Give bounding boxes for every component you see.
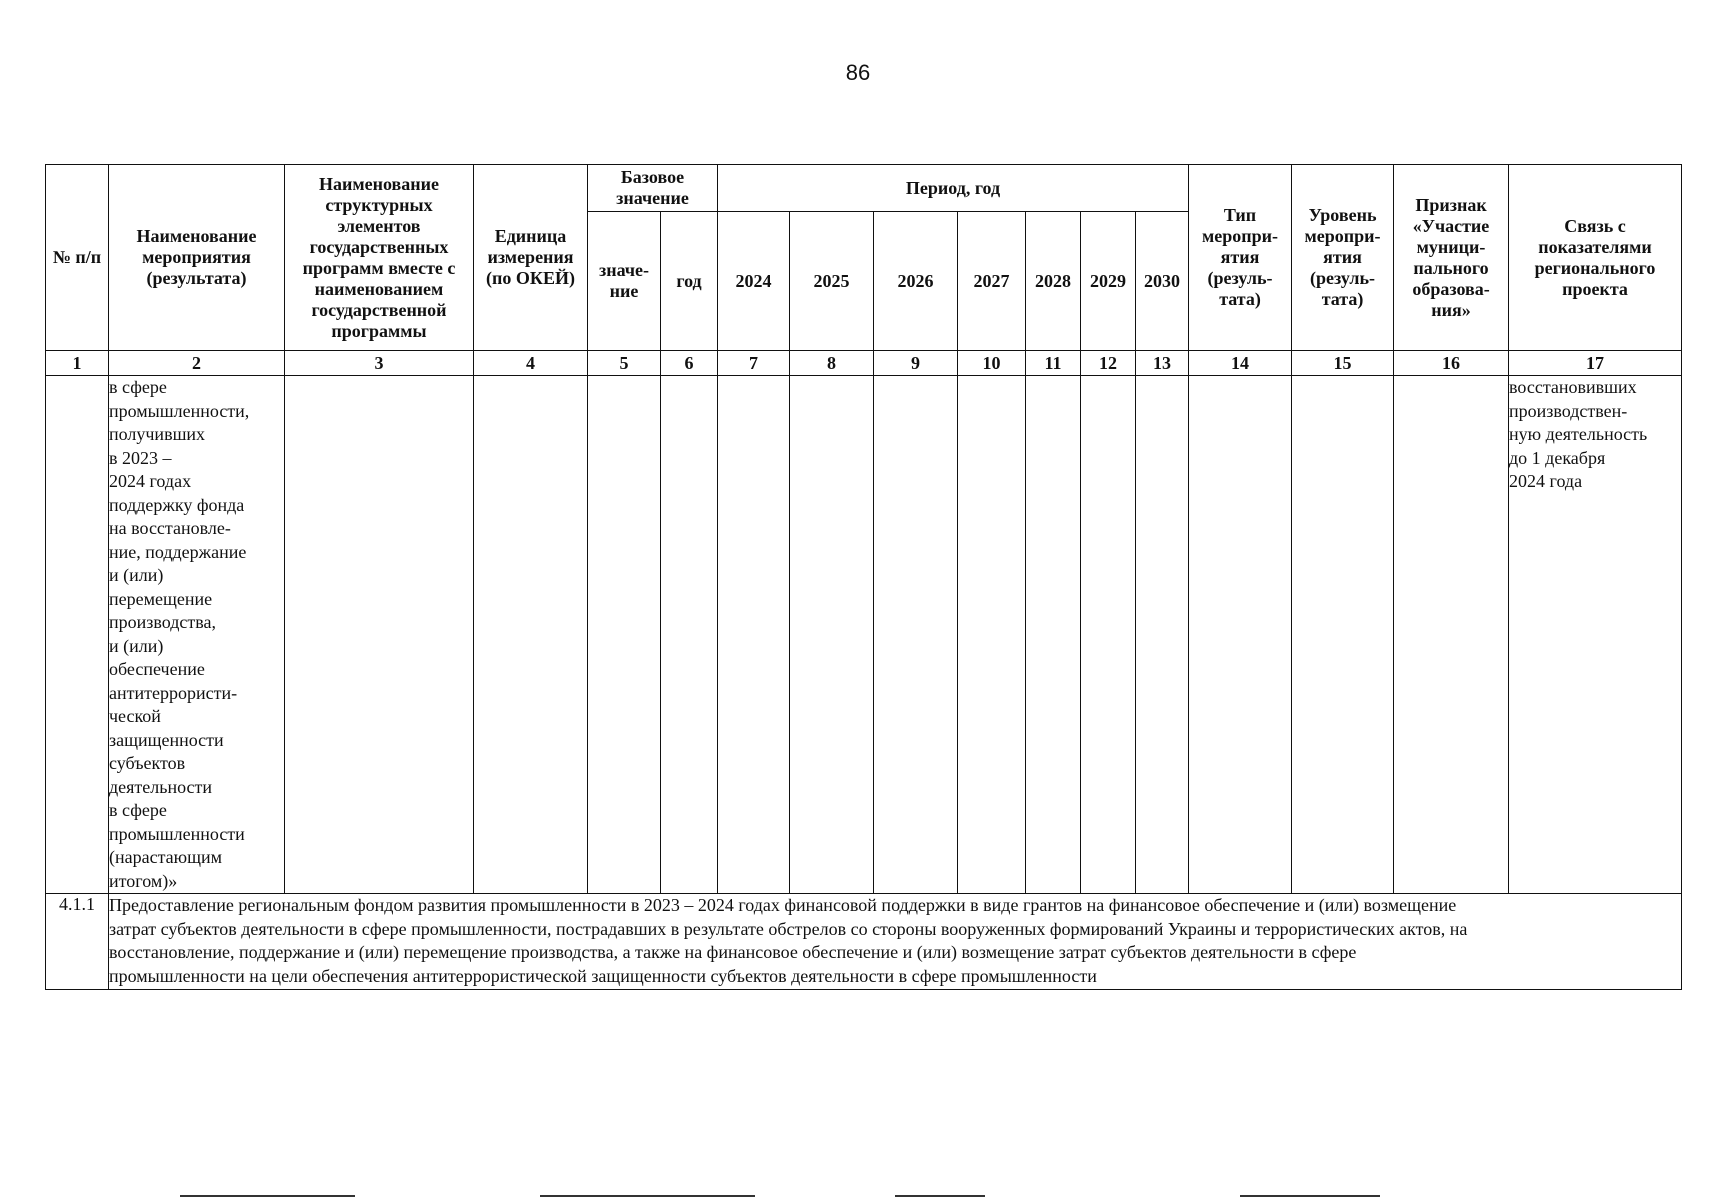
- text-line: защищенности: [109, 729, 224, 750]
- text-line: производствен-: [1509, 400, 1628, 421]
- header-base-value-year: год: [661, 212, 718, 351]
- header-municipal-sign: Признак «Участие муници- пального образова- ния»: [1394, 165, 1509, 351]
- text-line: на восстановле-: [109, 518, 231, 538]
- text-line: 2024 года: [1509, 471, 1583, 491]
- empty-cell: [661, 376, 718, 894]
- text-line: антитеррористи-: [109, 682, 238, 703]
- header-event-name: Наименование мероприятия (результата): [109, 165, 285, 351]
- row-4-1-1: [46, 894, 1682, 990]
- text-line: ческой: [109, 706, 161, 726]
- text-line: производства,: [109, 612, 216, 632]
- empty-cell: [1026, 376, 1081, 894]
- empty-cell: [1189, 376, 1292, 894]
- column-number-row: [46, 351, 1682, 376]
- empty-cell: [285, 376, 474, 894]
- column-number: 7: [718, 351, 790, 376]
- empty-cell: [1394, 376, 1509, 894]
- text-line: в 2023 –: [109, 447, 172, 468]
- row-description: [109, 894, 1682, 990]
- column-number: 12: [1081, 351, 1136, 376]
- scan-edge-line: [895, 1195, 985, 1197]
- column-number: 2: [109, 351, 285, 376]
- text-line: и (или): [109, 565, 164, 585]
- column-number: 15: [1292, 351, 1394, 376]
- header-structural-elements: Наименование структурных элементов государственных программ вместе с наименованием государственной программы: [285, 165, 474, 351]
- scan-edge-line: [1240, 1195, 1380, 1197]
- column-number: 5: [588, 351, 661, 376]
- column-number: 8: [790, 351, 874, 376]
- text-line: в сфере: [109, 377, 167, 397]
- column-number: 13: [1136, 351, 1189, 376]
- text-line: промышленности,: [109, 400, 250, 421]
- empty-cell: [588, 376, 661, 894]
- text-line: деятельности: [109, 776, 213, 797]
- column-number: 17: [1509, 351, 1682, 376]
- header-year: 2027: [958, 212, 1026, 351]
- header-unit: Единица измерения (по ОКЕЙ): [474, 165, 588, 351]
- header-event-level: Уровень меропри- ятия (резуль- тата): [1292, 165, 1394, 351]
- text-line: (нарастающим: [109, 847, 223, 867]
- column-number: 6: [661, 351, 718, 376]
- header-base-value: Базовое значение: [588, 165, 718, 212]
- empty-cell: [474, 376, 588, 894]
- empty-cell: [874, 376, 958, 894]
- empty-cell: [1136, 376, 1189, 894]
- text-line: восстановивших: [1509, 377, 1637, 397]
- header-year: 2026: [874, 212, 958, 351]
- header-year: 2030: [1136, 212, 1189, 351]
- text-line: промышленности: [109, 823, 245, 844]
- text-line: перемещение: [109, 588, 213, 609]
- text-line: в сфере: [109, 800, 167, 820]
- text-line: затрат субъектов деятельности в сфере промышленности, пострадавших в результате обстрелов со стороны вооруженных формирований Украины и террористических актов, на: [109, 918, 1468, 939]
- regional-link-cell: [1509, 376, 1682, 894]
- header-base-value-value: значе- ние: [588, 212, 661, 351]
- cell-number-empty: [46, 376, 109, 894]
- header-year: 2024: [718, 212, 790, 351]
- header-number: № п/п: [46, 165, 109, 351]
- text-line: восстановление, поддержание и (или) перемещение производства, а также на финансовое обеспечение и (или) возмещение затрат субъектов деятельности в сфере: [109, 942, 1357, 962]
- empty-cell: [718, 376, 790, 894]
- column-number: 11: [1026, 351, 1081, 376]
- empty-cell: [958, 376, 1026, 894]
- empty-cell: [1081, 376, 1136, 894]
- scan-edge-line: [180, 1195, 355, 1197]
- column-number: 10: [958, 351, 1026, 376]
- text-line: итогом)»: [109, 870, 178, 891]
- text-line: Предоставление региональным фондом развития промышленности в 2023 – 2024 годах финансовой поддержки в виде грантов на финансовое обеспечение и (или) возмещение: [109, 895, 1457, 915]
- empty-cell: [790, 376, 874, 894]
- text-line: промышленности на цели обеспечения антитеррористической защищенности субъектов деятельности в сфере промышленности: [109, 965, 1097, 986]
- text-line: субъектов: [109, 753, 186, 773]
- text-line: получивших: [109, 424, 206, 444]
- continued-row: [46, 376, 1682, 894]
- header-year: 2029: [1081, 212, 1136, 351]
- text-line: ние, поддержание: [109, 541, 247, 562]
- header-period: Период, год: [718, 165, 1189, 212]
- column-number: 16: [1394, 351, 1509, 376]
- text-line: до 1 декабря: [1509, 447, 1606, 468]
- text-line: обеспечение: [109, 659, 205, 679]
- column-number: 14: [1189, 351, 1292, 376]
- header-year: 2025: [790, 212, 874, 351]
- column-number: 3: [285, 351, 474, 376]
- row-code: 4.1.1: [46, 894, 109, 990]
- header-event-type: Тип меропри- ятия (резуль- тата): [1189, 165, 1292, 351]
- column-number: 9: [874, 351, 958, 376]
- page-number: 86: [845, 60, 871, 85]
- column-number: 4: [474, 351, 588, 376]
- text-line: поддержку фонда: [109, 494, 245, 515]
- text-line: ную деятельность: [1509, 424, 1648, 444]
- event-name-cell: [109, 376, 285, 894]
- column-number: 1: [46, 351, 109, 376]
- text-line: 2024 годах: [109, 471, 192, 491]
- text-line: и (или): [109, 635, 164, 656]
- scan-edge-line: [540, 1195, 755, 1197]
- header-regional-link: Связь с показателями регионального проекта: [1509, 165, 1682, 351]
- empty-cell: [1292, 376, 1394, 894]
- program-table: [45, 164, 1682, 990]
- header-year: 2028: [1026, 212, 1081, 351]
